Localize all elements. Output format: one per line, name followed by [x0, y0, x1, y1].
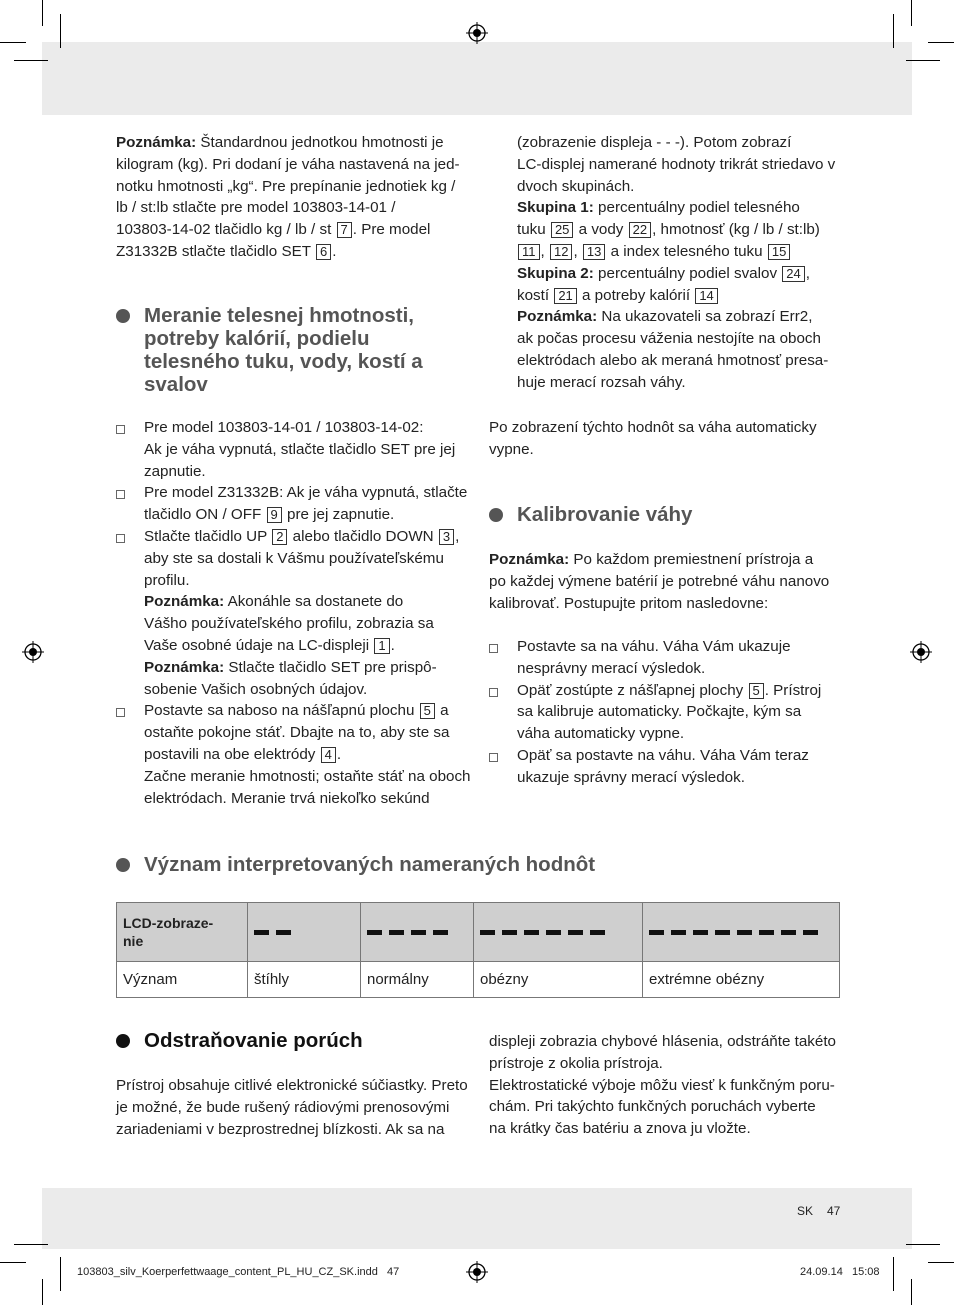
troubleshooting-text-right: displeji zobrazia chybové hlásenia, odstráňte takéto prístroje z okolia prístroja. Elektrostatické výboje môžu viesť k funkčným poru- chám. Pri takýchto funkčných poruchách vyberte na krátky čas batériu a znova ju vložte. [489, 1033, 836, 1138]
crop-mark [893, 14, 894, 48]
lcd-segment-dash [781, 930, 796, 935]
crop-mark [928, 1262, 954, 1263]
lcd-segment-dash [389, 930, 404, 935]
checkbox-bullet-icon [116, 534, 125, 543]
crop-mark [928, 42, 954, 43]
lcd-segment-dash [803, 930, 818, 935]
lcd-dash-cell [361, 903, 474, 962]
list-item: Opäť zostúpte z nášľapnej plochy 5 . Prístroj sa kalibruje automaticky. Počkajte, kým sa váha automaticky vypne. [489, 680, 849, 745]
lcd-segment-dash [568, 930, 583, 935]
unit-note: Poznámka: Štandardnou jednotkou hmotnosti je kilogram (kg). Pri dodaní je váha nastavená na jed- notku hmotnosti „kg“. Pre prepínanie jednotiek kg / lb / st:lb stlačte pre model 103803-14-01 / 103803-14-02 tlačidlo kg / lb / st 7 . Pre model Z31332B stlačte tlačidlo SET 6 . [116, 134, 460, 260]
registration-mark-icon [466, 22, 488, 44]
lcd-segment-dash [433, 930, 448, 935]
button-ref-2: 2 [272, 529, 287, 545]
button-ref-5: 5 [749, 683, 764, 699]
checkbox-bullet-icon [489, 688, 498, 697]
calibration-note: Poznámka: Po každom premiestnení prístroja a po každej výmene batérií je potrebné váhu nanovo kalibrovať. Postupujte pritom nasledovne: [489, 551, 830, 612]
crop-mark [906, 1244, 940, 1245]
page-number: 47 [827, 1204, 841, 1218]
lcd-segment-dash [693, 930, 708, 935]
page-language: SK [797, 1204, 814, 1218]
table-cell: Význam [117, 962, 248, 998]
section-heading-troubleshooting: Odstraňovanie porúch [144, 1029, 474, 1052]
table-cell: štíhly [248, 962, 361, 998]
crop-mark [42, 0, 43, 26]
button-ref-1: 1 [374, 638, 389, 654]
checkbox-bullet-icon [116, 708, 125, 717]
registration-mark-icon [910, 641, 932, 663]
footer-band [42, 1188, 912, 1249]
lcd-dash-cell [248, 903, 361, 962]
table-cell: normálny [361, 962, 474, 998]
section-heading-interpretation: Význam interpretovaných nameraných hodnôt [144, 853, 844, 876]
lcd-segment-dash [715, 930, 730, 935]
checkbox-bullet-icon [489, 644, 498, 653]
button-ref-3: 3 [439, 529, 454, 545]
button-ref-5: 5 [420, 703, 435, 719]
button-ref-9: 9 [267, 507, 282, 523]
lcd-segment-dash [411, 930, 426, 935]
lcd-segment-dash [649, 930, 664, 935]
list-item: Pre model Z31332B: Ak je váha vypnutá, stlačte tlačidlo ON / OFF 9 pre jej zapnutie. [116, 482, 476, 526]
lcd-segment-dash [480, 930, 495, 935]
crop-mark [14, 1244, 48, 1245]
measurement-steps [116, 417, 476, 809]
auto-off-note: Po zobrazení týchto hodnôt sa váha automaticky vypne. [489, 419, 817, 458]
list-item: Postavte sa na váhu. Váha Vám ukazuje nesprávny merací výsledok. [489, 636, 849, 680]
crop-mark [42, 1279, 43, 1305]
lcd-dash-cell [474, 903, 643, 962]
crop-mark [911, 0, 912, 26]
table-row [117, 903, 840, 962]
table-cell: extrémne obézny [643, 962, 840, 998]
file-name: 103803_silv_Koerperfettwaage_content_PL_HU_CZ_SK.indd 47 [77, 1266, 400, 1278]
lcd-segment-dash [546, 930, 561, 935]
button-ref-7: 7 [337, 222, 352, 238]
interpretation-table [116, 902, 840, 998]
lcd-segment-dash [737, 930, 752, 935]
checkbox-bullet-icon [116, 425, 125, 434]
lcd-segment-dash [367, 930, 382, 935]
bullet-dot-icon [116, 1034, 130, 1048]
lcd-segment-dash [276, 930, 291, 935]
button-ref-6: 6 [316, 244, 331, 260]
table-header-cell: LCD-zobraze- nie [117, 903, 248, 962]
crop-mark [0, 42, 26, 43]
bullet-dot-icon [116, 309, 130, 323]
lcd-segment-dash [590, 930, 605, 935]
crop-mark [911, 1279, 912, 1305]
lcd-dash-cell [643, 903, 840, 962]
button-ref-4: 4 [321, 747, 336, 763]
lcd-segment-dash [524, 930, 539, 935]
section-heading-measurement: Meranie telesnej hmotnosti, potreby kalórií, podielu telesného tuku, vody, kostí a svalov [144, 304, 474, 396]
lcd-segment-dash [671, 930, 686, 935]
measurement-groups: (zobrazenie displeja - - -). Potom zobrazí LC-displej namerané hodnoty trikrát striedavo v dvoch skupinách. Skupina 1: percentuálny podiel telesného tuku 25 a vody 22 , hmotnosť (kg / lb / st:lb) 11 , 12 , 13 a index telesného tuku 15 Skupina 2: percentuálny podiel svalov 24 , kostí 21 a potreby kalórií 14 Poznámka: Na ukazovateli sa zobrazí Err2, ak počas procesu váženia nestojíte na oboch elektródach alebo ak meraná hmotnosť presa- huje merací rozsah váhy. [517, 134, 836, 391]
list-item: Pre model 103803-14-01 / 103803-14-02: Ak je váha vypnutá, stlačte tlačidlo SET pre jej zapnutie. [116, 417, 476, 482]
lcd-segment-dash [759, 930, 774, 935]
checkbox-bullet-icon [116, 490, 125, 499]
checkbox-bullet-icon [489, 753, 498, 762]
list-item: Opäť sa postavte na váhu. Váha Vám teraz ukazuje správny merací výsledok. [489, 745, 849, 789]
lcd-segment-dash [254, 930, 269, 935]
calibration-steps [489, 636, 849, 789]
list-item: Stlačte tlačidlo UP 2 alebo tlačidlo DOWN 3 , aby ste sa dostali k Vášmu používateľskému profilu. Poznámka: Akonáhle sa dostanete do Vášho používateľského profilu, zobrazia sa Vaše osobné údaje na LC-displeji 1 . Poznámka: Stlačte tlačidlo SET pre prispô- sobenie Vašich osobných údajov. [116, 526, 476, 700]
registration-mark-icon [22, 641, 44, 663]
table-cell: obézny [474, 962, 643, 998]
crop-mark [0, 1262, 26, 1263]
crop-mark [893, 1257, 894, 1291]
print-date: 24.09.14 15:08 [800, 1266, 880, 1278]
bullet-dot-icon [489, 508, 503, 522]
table-row [117, 962, 840, 998]
lcd-segment-dash [502, 930, 517, 935]
registration-mark-icon [466, 1261, 488, 1283]
header-band [42, 42, 912, 115]
crop-mark [60, 14, 61, 48]
bullet-dot-icon [116, 858, 130, 872]
troubleshooting-text-left: Prístroj obsahuje citlivé elektronické súčiastky. Preto je možné, že bude rušený rádiovými prenosovými zariadeniami v bezprostrednej blízkosti. Ak sa na [116, 1077, 468, 1138]
section-heading-calibration: Kalibrovanie váhy [517, 503, 847, 526]
crop-mark [906, 60, 940, 61]
list-item: Postavte sa naboso na nášľapnú plochu 5 a ostaňte pokojne stáť. Dbajte na to, aby ste sa postavili na obe elektródy 4 . Začne meranie hmotnosti; ostaňte stáť na oboch elektródach. Meranie trvá niekoľko sekúnd [116, 700, 476, 809]
crop-mark [60, 1257, 61, 1291]
crop-mark [14, 60, 48, 61]
